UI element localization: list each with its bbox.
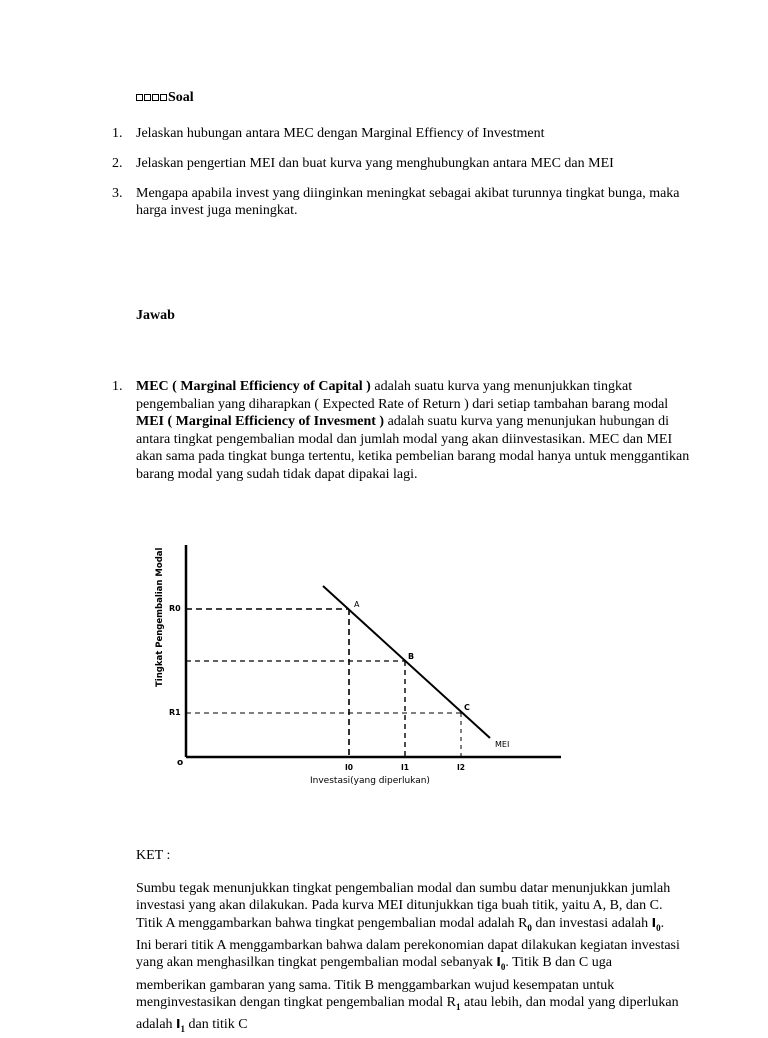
question-number: 1. [112, 126, 123, 141]
answer-item [110, 378, 690, 483]
symbol-i: I [651, 915, 657, 930]
subscript: 0 [656, 922, 661, 933]
para-text: dan investasi adalah [531, 915, 652, 931]
subscript: 0 [527, 922, 532, 933]
tick-label-r0: R0 [169, 604, 181, 613]
tick-label-i0: I0 [345, 763, 354, 772]
question-item [110, 155, 690, 172]
subscript: 1 [455, 1001, 461, 1012]
symbol-r: R [518, 915, 528, 931]
para-text: . Titik B dan C uga memberikan gambaran yang sama. Titik B menggambarkan wujud kesempatan untuk menginvestasikan dengan tingkat pengembalian modal [136, 955, 615, 1011]
subscript: 1 [180, 1024, 185, 1035]
y-axis-label: Tingkat Pengembalian Modal [155, 547, 165, 687]
question-text: Jelaskan hubungan antara MEC dengan Marginal Effiency of Investment [136, 126, 545, 141]
question-list [110, 125, 690, 232]
x-axis-label: Investasi(yang diperlukan) [310, 776, 430, 786]
tick-label-r1: R1 [169, 708, 181, 717]
answer-number: 1. [112, 379, 123, 394]
mec-term: MEC ( Marginal Efficiency of Capital ) [136, 379, 371, 394]
curve-label-mei: MEI [495, 740, 510, 749]
origin-label: o [177, 758, 184, 768]
placeholder-glyphs [136, 90, 168, 106]
answer-text: adalah suatu kurva yang menunjukan hubungan di antara tingkat pengembalian modal dan jumlah modal yang akan diinvestasikan. MEC dan MEI akan sama pada tingkat bunga tertentu, ketika pembelian barang modal hanya untuk menggantikan barang modal yang sudah tidak dapat dipakai lagi. [136, 414, 690, 482]
para-text: dan titik C [185, 1017, 248, 1033]
soal-heading [136, 90, 194, 106]
answer-list [110, 378, 690, 496]
answer-text: adalah suatu kurva yang menunjukkan tingkat pengembalian yang diharapkan ( Expected Rate of Return ) dari setiap tambahan barang modal [136, 379, 669, 412]
symbol-r: R [446, 995, 456, 1011]
para-text: atau lebih, dan modal yang diperlukan adalah [136, 995, 679, 1033]
question-number: 3. [112, 186, 123, 201]
explanation-paragraph [136, 880, 681, 1038]
subscript: 0 [500, 962, 506, 973]
question-text: Mengapa apabila invest yang diinginkan meningkat sebagai akibat turunnya tingkat bunga, maka harga invest juga meningkat. [136, 186, 680, 218]
para-text: Sumbu tegak menunjukkan tingkat pengembalian modal dan sumbu datar menunjukkan jumlah investasi yang akan dilakukan. Pada kurva MEI ditunjukkan tiga buah titik, yaitu A, B, dan C. Titik A menggambarkan bahwa tingkat pengembalian modal adalah [136, 881, 671, 931]
question-item [110, 185, 690, 219]
symbol-i: I [176, 1017, 181, 1032]
question-number: 2. [112, 156, 123, 171]
mei-chart [145, 525, 575, 795]
jawab-heading: Jawab [136, 308, 175, 323]
tick-label-i1: I1 [401, 763, 410, 772]
tick-label-i2: I2 [457, 763, 466, 772]
question-item [110, 125, 690, 142]
mei-term: MEI ( Marginal Efficiency of Invesment ) [136, 414, 385, 429]
point-label-a: A [354, 600, 360, 609]
para-text: . Ini berari titik A menggambarkan bahwa dalam perekonomian dapat dilakukan kegiatan investasi yang akan menghasilkan tingkat pengembalian modal sebanyak [136, 915, 680, 971]
symbol-i: I [496, 955, 501, 970]
question-text: Jelaskan pengertian MEI dan buat kurva yang menghubungkan antara MEC dan MEI [136, 156, 614, 171]
point-label-c: C [464, 703, 470, 712]
ket-heading: KET : [136, 848, 171, 863]
point-label-b: B [408, 652, 415, 661]
soal-title: Soal [168, 90, 194, 105]
